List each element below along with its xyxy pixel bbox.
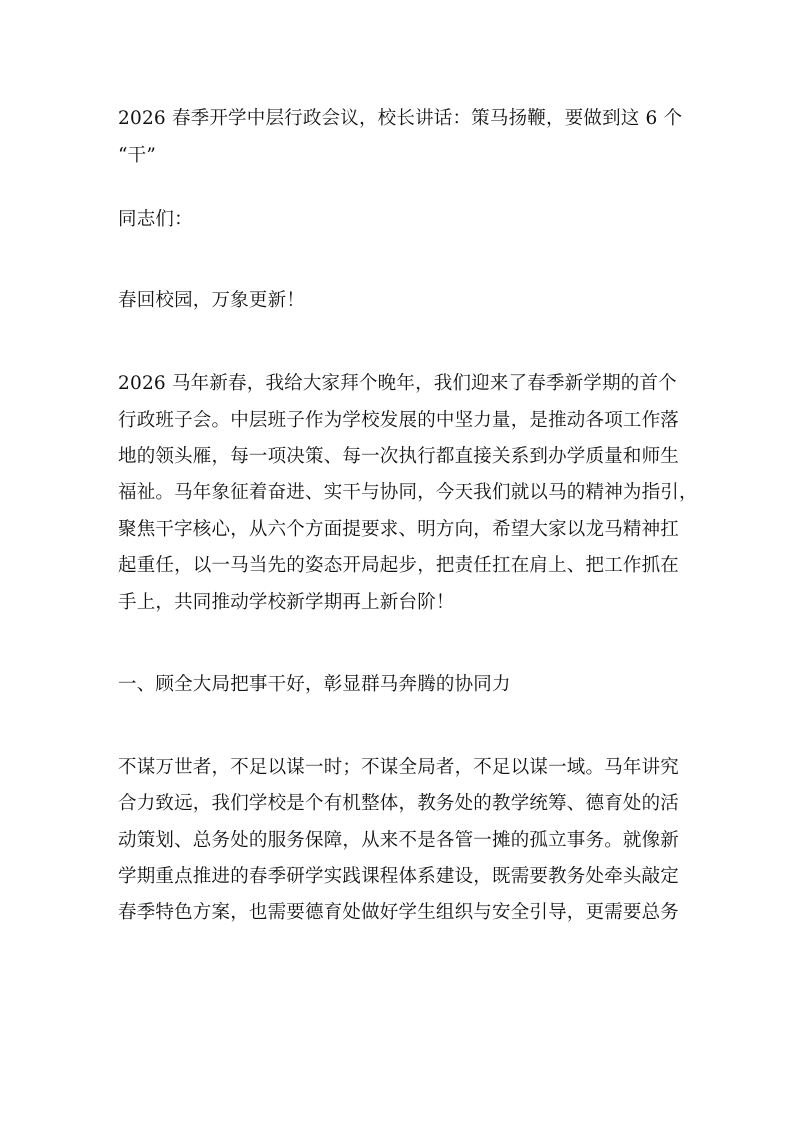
paragraph-line: 福祉。马年象征着奋进、实干与协同，今天我们就以马的精神为指引， [118,482,698,503]
paragraph-line: 2026 马年新春，我给大家拜个晚年，我们迎来了春季新学期的首个 [118,373,677,394]
paragraph-line: 学期重点推进的春季研学实践课程体系建设，既需要教务处牵头敲定 [118,866,680,887]
paragraph-line: 起重任，以一马当先的姿态开局起步，把责任扛在肩上、把工作抓在 [118,555,680,576]
opening-line: 春回校园，万象更新！ [118,290,306,311]
document-title-line-2: “干” [118,145,157,166]
paragraph-line: 不谋万世者，不足以谋一时；不谋全局者，不足以谋一域。马年讲究 [118,757,680,778]
paragraph-line: 行政班子会。中层班子作为学校发展的中坚力量，是推动各项工作落 [118,410,680,431]
section-1-heading: 一、顾全大局把事干好，彰显群马奔腾的协同力 [118,674,511,695]
paragraph-line: 手上，共同推动学校新学期再上新台阶！ [118,592,455,613]
paragraph-line: 合力致远，我们学校是个有机整体，教务处的教学统筹、德育处的活 [118,793,680,814]
paragraph-line: 春季特色方案，也需要德育处做好学生组织与安全引导，更需要总务 [118,902,680,923]
paragraph-line: 地的领头雁，每一项决策、每一次执行都直接关系到办学质量和师生 [118,446,680,467]
salutation: 同志们： [118,209,193,230]
paragraph-line: 动策划、总务处的服务保障，从来不是各管一摊的孤立事务。就像新 [118,830,680,851]
document-title-line-1: 2026 春季开学中层行政会议，校长讲话：策马扬鞭，要做到这 6 个 [118,108,683,129]
paragraph-line: 聚焦干字核心，从六个方面提要求、明方向，希望大家以龙马精神扛 [118,519,680,540]
